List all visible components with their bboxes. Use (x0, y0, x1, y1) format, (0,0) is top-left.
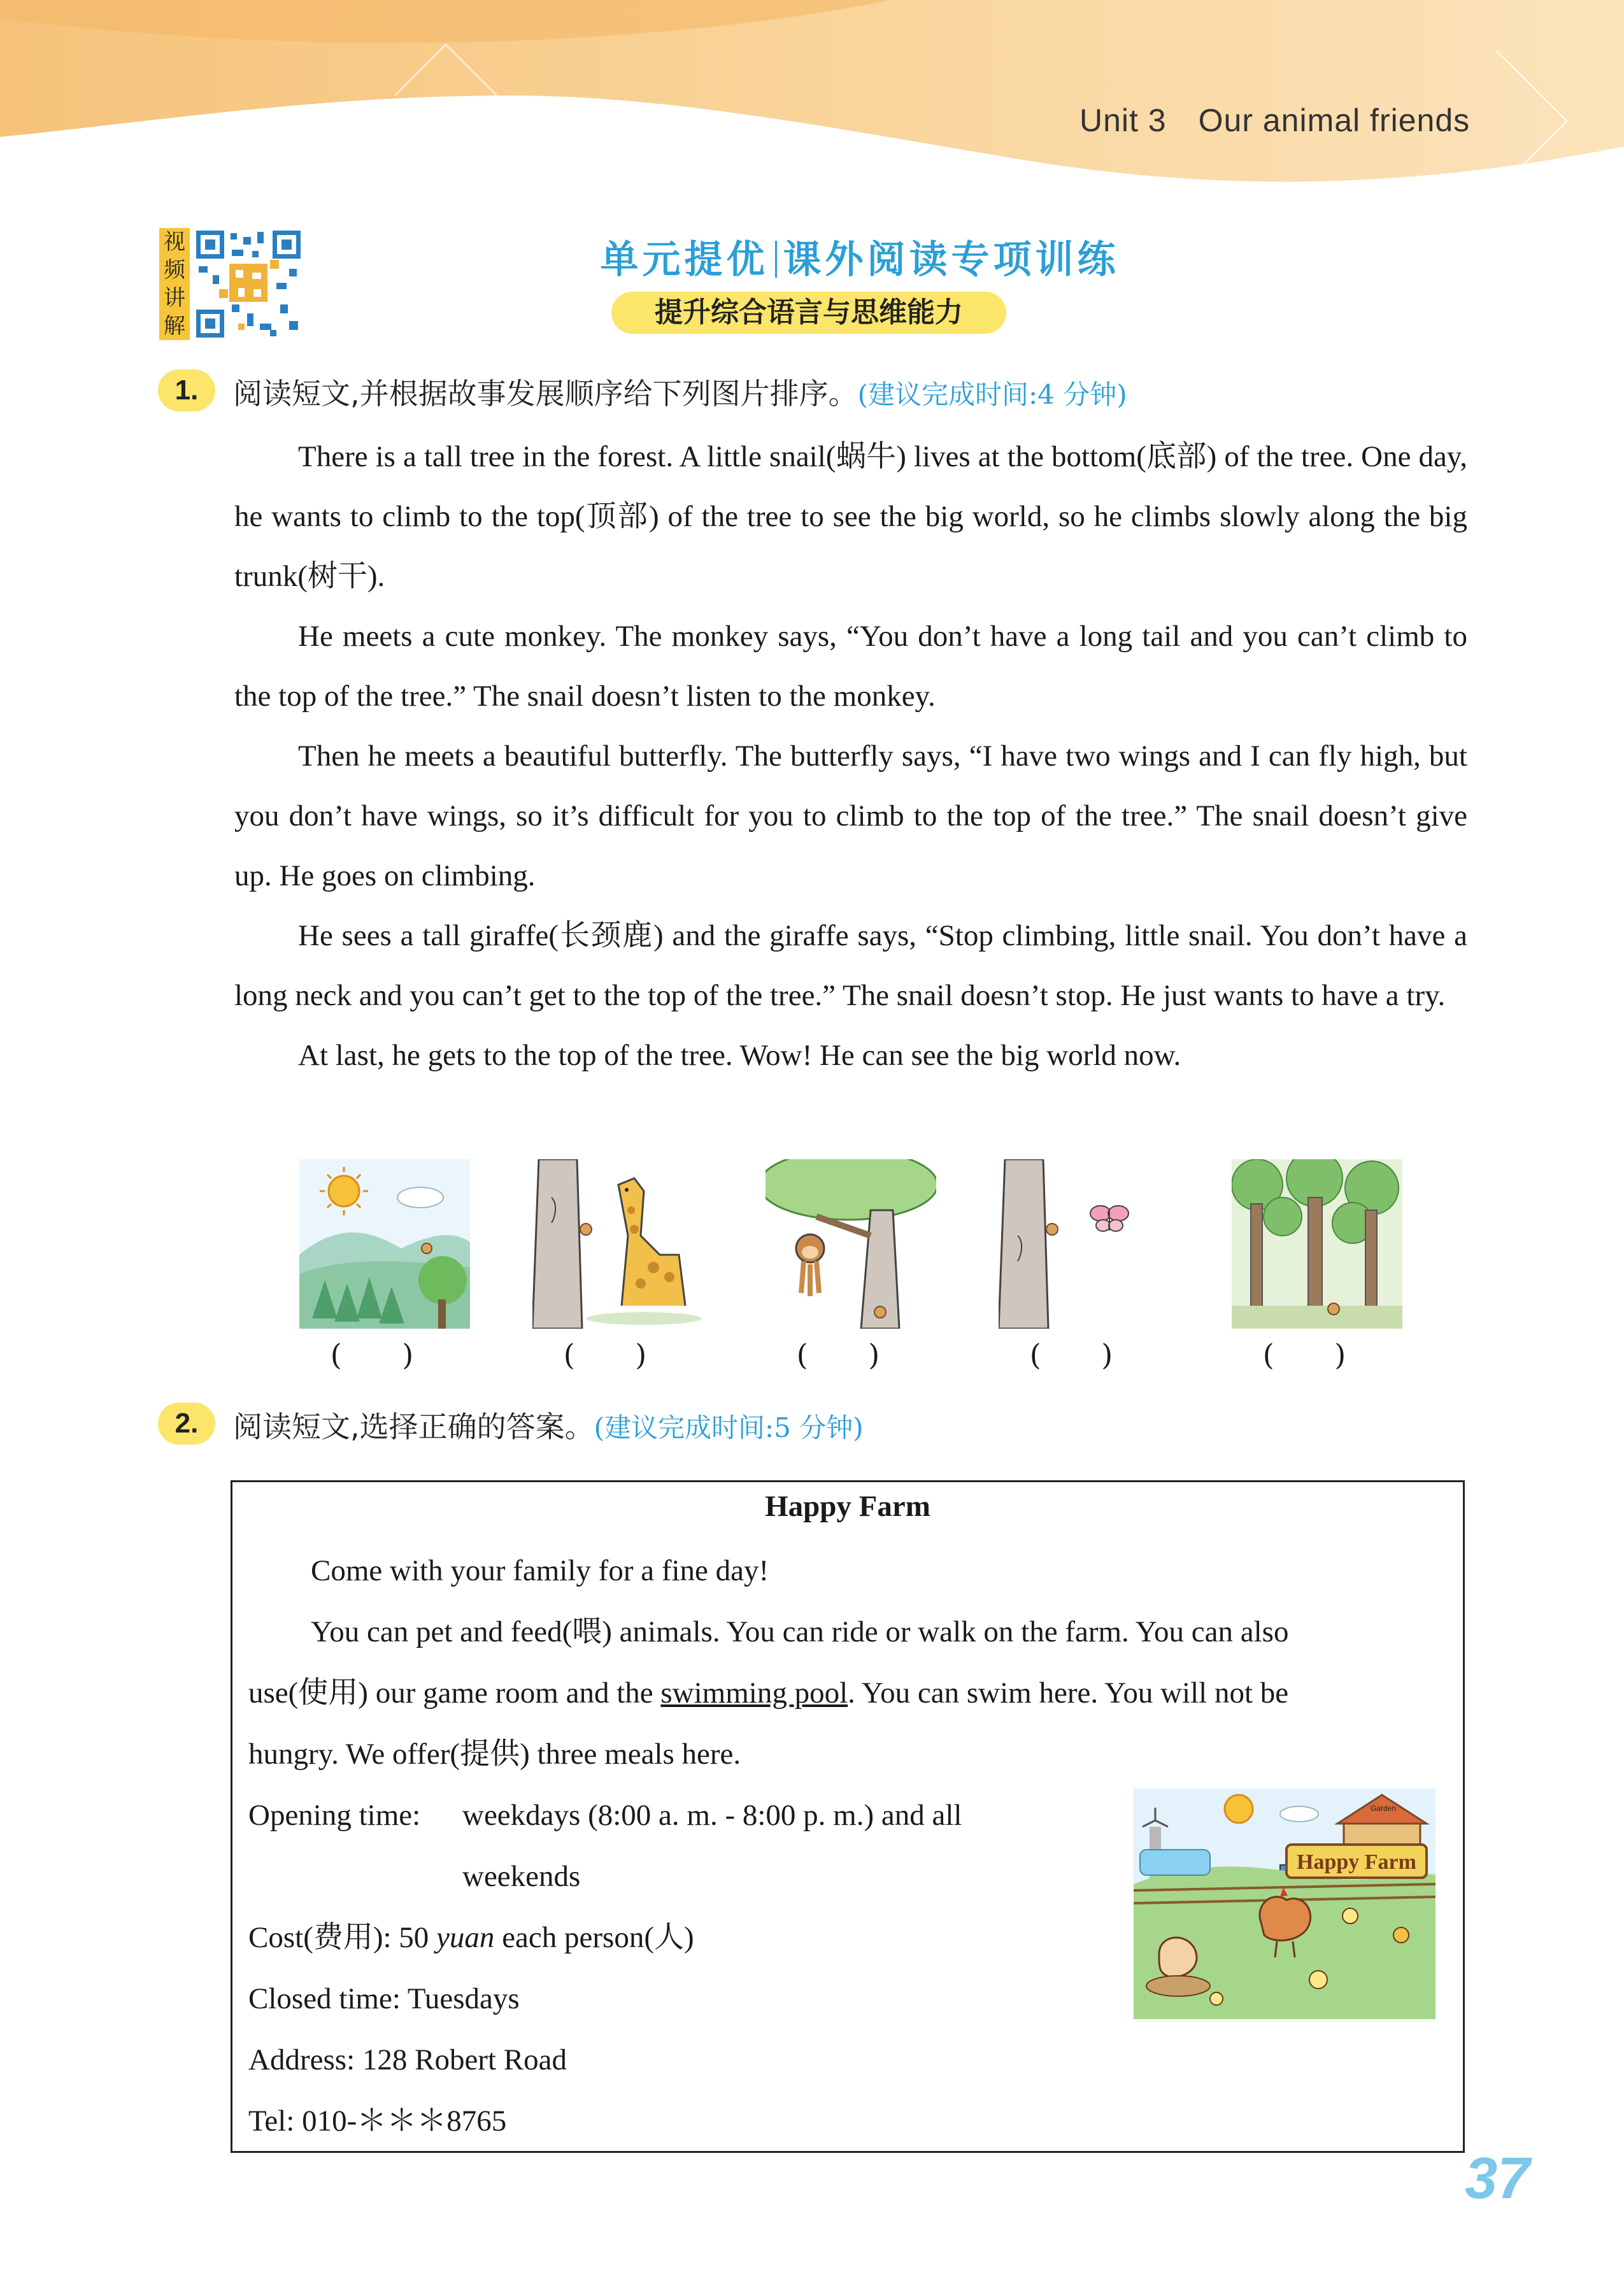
farm-line-invite: Come with your family for a fine day! (311, 1554, 769, 1587)
answer-blank-5[interactable]: ( ) (1262, 1338, 1372, 1372)
section-title (446, 229, 1274, 284)
swimming-pool-text: swimming pool (660, 1676, 848, 1710)
closed-time-line: Closed time: Tuesdays (248, 1982, 520, 2015)
picture-giraffe (532, 1159, 703, 1329)
farm-sign-text: Happy Farm (1297, 1850, 1416, 1874)
header-band (0, 0, 1624, 191)
unit-number: Unit 3 (1079, 103, 1167, 138)
farm-title: Happy Farm (765, 1490, 930, 1523)
cost-currency: yuan (436, 1921, 495, 1954)
qr-label-char: 频 (164, 257, 185, 283)
story-paragraph: At last, he gets to the top of the tree. Wow! He can see the big world now. (298, 1039, 1181, 1072)
picture-butterfly (999, 1159, 1169, 1329)
page-number: 37 (1465, 2146, 1530, 2211)
unit-name: Our animal friends (1198, 103, 1471, 138)
question-1-instruction-text: 阅读短文,并根据故事发展顺序给下列图片排序。 (233, 376, 858, 411)
qr-label-char: 解 (164, 313, 185, 339)
qr-label-char: 视 (164, 229, 185, 255)
question-1-time-hint: (建议完成时间:4 分钟) (857, 379, 1127, 410)
garden-sign-text: Garden (1371, 1804, 1397, 1813)
opening-time-label: Opening time: (248, 1799, 421, 1832)
question-2-instruction-text: 阅读短文,选择正确的答案。 (233, 1410, 594, 1444)
section-subtitle: 提升综合语言与思维能力 (611, 292, 1006, 334)
title-divider (775, 241, 777, 278)
question-1-instruction (233, 371, 1127, 413)
address-line: Address: 128 Robert Road (248, 2043, 567, 2076)
answer-blank-3[interactable]: ( ) (796, 1338, 906, 1372)
farm-illustration (1134, 1789, 1435, 2019)
farm-line-meals: hungry. We offer(提供) three meals here. (248, 1738, 741, 1771)
tel-line: Tel: 010-＊＊＊8765 (248, 2104, 507, 2138)
question-2-instruction (233, 1404, 864, 1446)
story-paragraph: He meets a cute monkey. The monkey says, “You don’t have a long tail and you can’t climb to the top of the tree.” The snail doesn’t listen to the monkey. (234, 620, 1467, 713)
question-2-time-hint: (建议完成时间:5 分钟) (594, 1412, 864, 1443)
opening-time-value: weekdays (8:00 a. m. - 8:00 p. m.) and all (462, 1799, 962, 1832)
section-title-part2: 课外阅读专项训练 (783, 238, 1120, 282)
cost-line (248, 1907, 694, 1968)
story-paragraph: Then he meets a beautiful butterfly. The butterfly says, “I have two wings and I can fly high, but you don’t have wings, so it’s difficult for you to climb to the top of the tree.” The snail doesn’t give up. He goes on climbing. (234, 739, 1467, 892)
qr-label-char: 讲 (164, 285, 185, 311)
answer-blank-1[interactable]: ( ) (330, 1338, 439, 1372)
story-passage (234, 427, 1467, 1085)
picture-big-world (299, 1159, 470, 1329)
cost-c: each person(人) (494, 1921, 694, 1954)
question-1-badge: 1. (158, 369, 215, 411)
video-explain-label (159, 228, 190, 340)
farm-line-facilities-c: . You can swim here. You will not be (848, 1676, 1289, 1710)
farm-line-facilities-a: use(使用) our game room and the (248, 1676, 661, 1710)
qr-code[interactable] (194, 228, 303, 340)
unit-title (1079, 102, 1470, 139)
opening-time-value-2: weekends (462, 1860, 581, 1893)
story-paragraph: He sees a tall giraffe(长颈鹿) and the giraffe says, “Stop climbing, little snail. You don’t have a long neck and you can’t get to the top of the tree.” The snail doesn’t stop. He just wants to have a try. (234, 919, 1467, 1012)
farm-line-activities: You can pet and feed(喂) animals. You can ride or walk on the farm. You can also (311, 1615, 1289, 1648)
answer-blank-4[interactable]: ( ) (1029, 1338, 1139, 1372)
answer-blank-2[interactable]: ( ) (563, 1338, 673, 1372)
story-paragraph: There is a tall tree in the forest. A little snail(蜗牛) lives at the bottom(底部) of the tree. One day, he wants to climb to the top(顶部) of the tree to see the big world, so he climbs slowly along the big trunk(树干). (234, 440, 1467, 593)
picture-forest (1232, 1159, 1402, 1329)
section-title-part1: 单元提优 (600, 238, 769, 282)
cost-a: Cost(费用): 50 (248, 1921, 437, 1954)
picture-monkey (766, 1159, 936, 1329)
farm-line-facilities (248, 1662, 1288, 1724)
question-2-badge: 2. (158, 1403, 215, 1445)
